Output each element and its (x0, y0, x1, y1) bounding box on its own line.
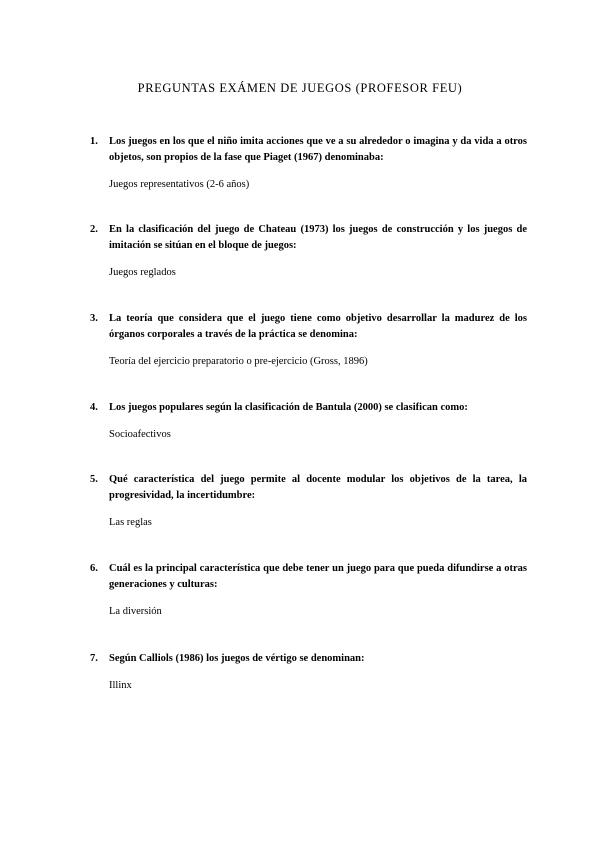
question-text: Cuál es la principal característica que debe tener un juego para que pueda difundirse a otras generaciones y culturas: (109, 563, 527, 590)
question-text: La teoría que considera que el juego tiene como objetivo desarrollar la madurez de los órganos corporales a través de la práctica se denomina: (109, 313, 527, 340)
question-item (90, 651, 527, 694)
question-item (90, 400, 527, 443)
answer-text: Illinx (109, 680, 132, 691)
question-text: En la clasificación del juego de Chateau (1973) los juegos de construcción y los juegos de imitación se sitúan en el bloque de juegos: (109, 224, 527, 251)
question-item (90, 311, 527, 370)
question-number: 6. (90, 563, 98, 574)
question-number: 4. (90, 402, 98, 413)
document-title: PREGUNTAS EXÁMEN DE JUEGOS (PROFESOR FEU) (137, 81, 463, 95)
question-text: Los juegos en los que el niño imita acciones que ve a su alrededor o imagina y da vida a otros objetos, son propios de la fase que Piaget (1967) denominaba: (109, 136, 527, 163)
answer-text: Juegos reglados (109, 267, 176, 278)
answer-text: La diversión (109, 606, 162, 617)
question-number: 1. (90, 136, 98, 147)
answer-text: Juegos representativos (2-6 años) (109, 179, 250, 190)
question-number: 2. (90, 224, 98, 235)
answer-text: Teoría del ejercicio preparatorio o pre-ejercicio (Gross, 1896) (109, 356, 368, 367)
question-text: Qué característica del juego permite al docente modular los objetivos de la tarea, la progresividad, la incertidumbre: (109, 474, 527, 501)
question-text: Según Calliols (1986) los juegos de vértigo se denominan: (109, 653, 365, 664)
answer-text: Las reglas (109, 517, 152, 528)
question-item (90, 472, 527, 531)
answer-text: Socioafectivos (109, 429, 171, 440)
question-text: Los juegos populares según la clasificación de Bantula (2000) se clasifican como: (109, 402, 468, 413)
question-item (90, 561, 527, 620)
question-item (90, 134, 527, 193)
question-item (90, 222, 527, 281)
question-number: 5. (90, 474, 98, 485)
question-number: 3. (90, 313, 98, 324)
question-number: 7. (90, 653, 98, 664)
